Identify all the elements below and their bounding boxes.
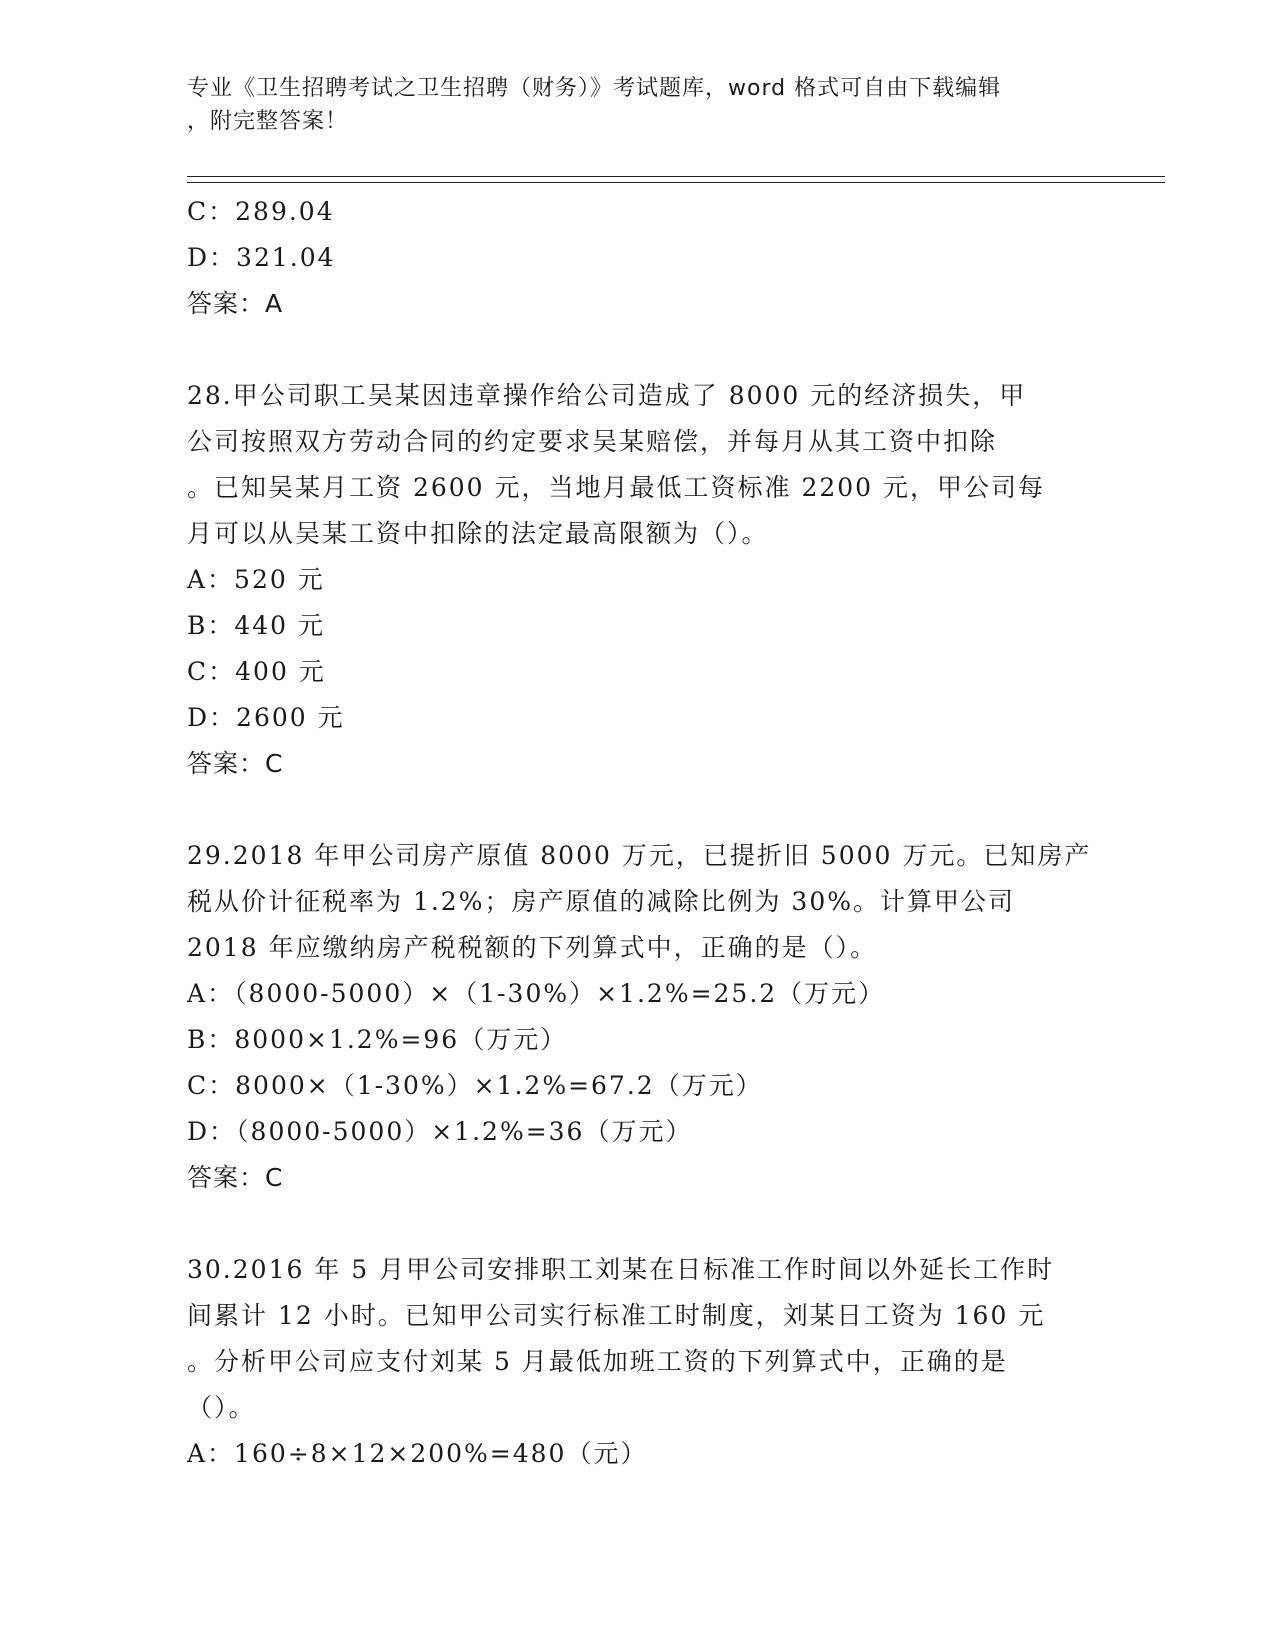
answer-line: 答案：C [187, 749, 284, 778]
option-c: C：400 元 [187, 657, 326, 686]
question-text-line: 。已知吴某月工资 2600 元，当地月最低工资标准 2200 元，甲公司每 [187, 473, 1046, 502]
question-29 [187, 833, 1092, 1201]
option-c: C：8000×（1-30%）×1.2%=67.2（万元） [187, 1071, 763, 1100]
previous-question-tail [187, 189, 1087, 327]
option-a: A：160÷8×12×200%=480（元） [187, 1439, 648, 1468]
question-text-line: 月可以从吴某工资中扣除的法定最高限额为（）。 [187, 519, 769, 548]
question-text-line: 28.甲公司职工吴某因违章操作给公司造成了 8000 元的经济损失，甲 [187, 381, 1027, 410]
option-a: A：520 元 [187, 565, 325, 594]
option-b: B：440 元 [187, 611, 326, 640]
option-a: A：（8000-5000）×（1-30%）×1.2%=25.2（万元） [187, 979, 886, 1008]
question-text-line: 公司按照双方劳动合同的约定要求吴某赔偿，并每月从其工资中扣除 [187, 427, 998, 456]
header-line-1: 专业《卫生招聘考试之卫生招聘（财务）》考试题库，word 格式可自由下载编辑 [187, 76, 1002, 101]
answer-line: 答案：C [187, 1163, 284, 1192]
answer-line: 答案：A [187, 289, 284, 318]
header-line-2: ，附完整答案！ [187, 109, 349, 134]
document-header [187, 72, 1087, 138]
question-text-line: 间累计 12 小时。已知甲公司实行标准工时制度，刘某日工资为 160 元 [187, 1301, 1046, 1330]
question-text-line: 30.2016 年 5 月甲公司安排职工刘某在日标准工作时间以外延长工作时 [187, 1255, 1055, 1284]
question-30 [187, 1247, 1087, 1477]
option-d: D：321.04 [187, 243, 336, 272]
option-d: D：（8000-5000）×1.2%=36（万元） [187, 1117, 693, 1146]
header-divider-bottom [187, 182, 1165, 183]
question-text-line: 。分析甲公司应支付刘某 5 月最低加班工资的下列算式中，正确的是 [187, 1347, 1008, 1376]
question-28 [187, 373, 1087, 787]
question-text-line: 税从价计征税率为 1.2%；房产原值的减除比例为 30%。计算甲公司 [187, 887, 1015, 916]
option-b: B：8000×1.2%=96（万元） [187, 1025, 568, 1054]
question-text-line: （）。 [187, 1393, 256, 1422]
question-text-line: 2018 年应缴纳房产税税额的下列算式中，正确的是（）。 [187, 933, 878, 962]
question-text-line: 29.2018 年甲公司房产原值 8000 万元，已提折旧 5000 万元。已知房产 [187, 841, 1092, 870]
option-d: D：2600 元 [187, 703, 345, 732]
option-c: C：289.04 [187, 197, 335, 226]
document-body [187, 189, 1092, 1477]
header-divider-top [187, 176, 1165, 177]
